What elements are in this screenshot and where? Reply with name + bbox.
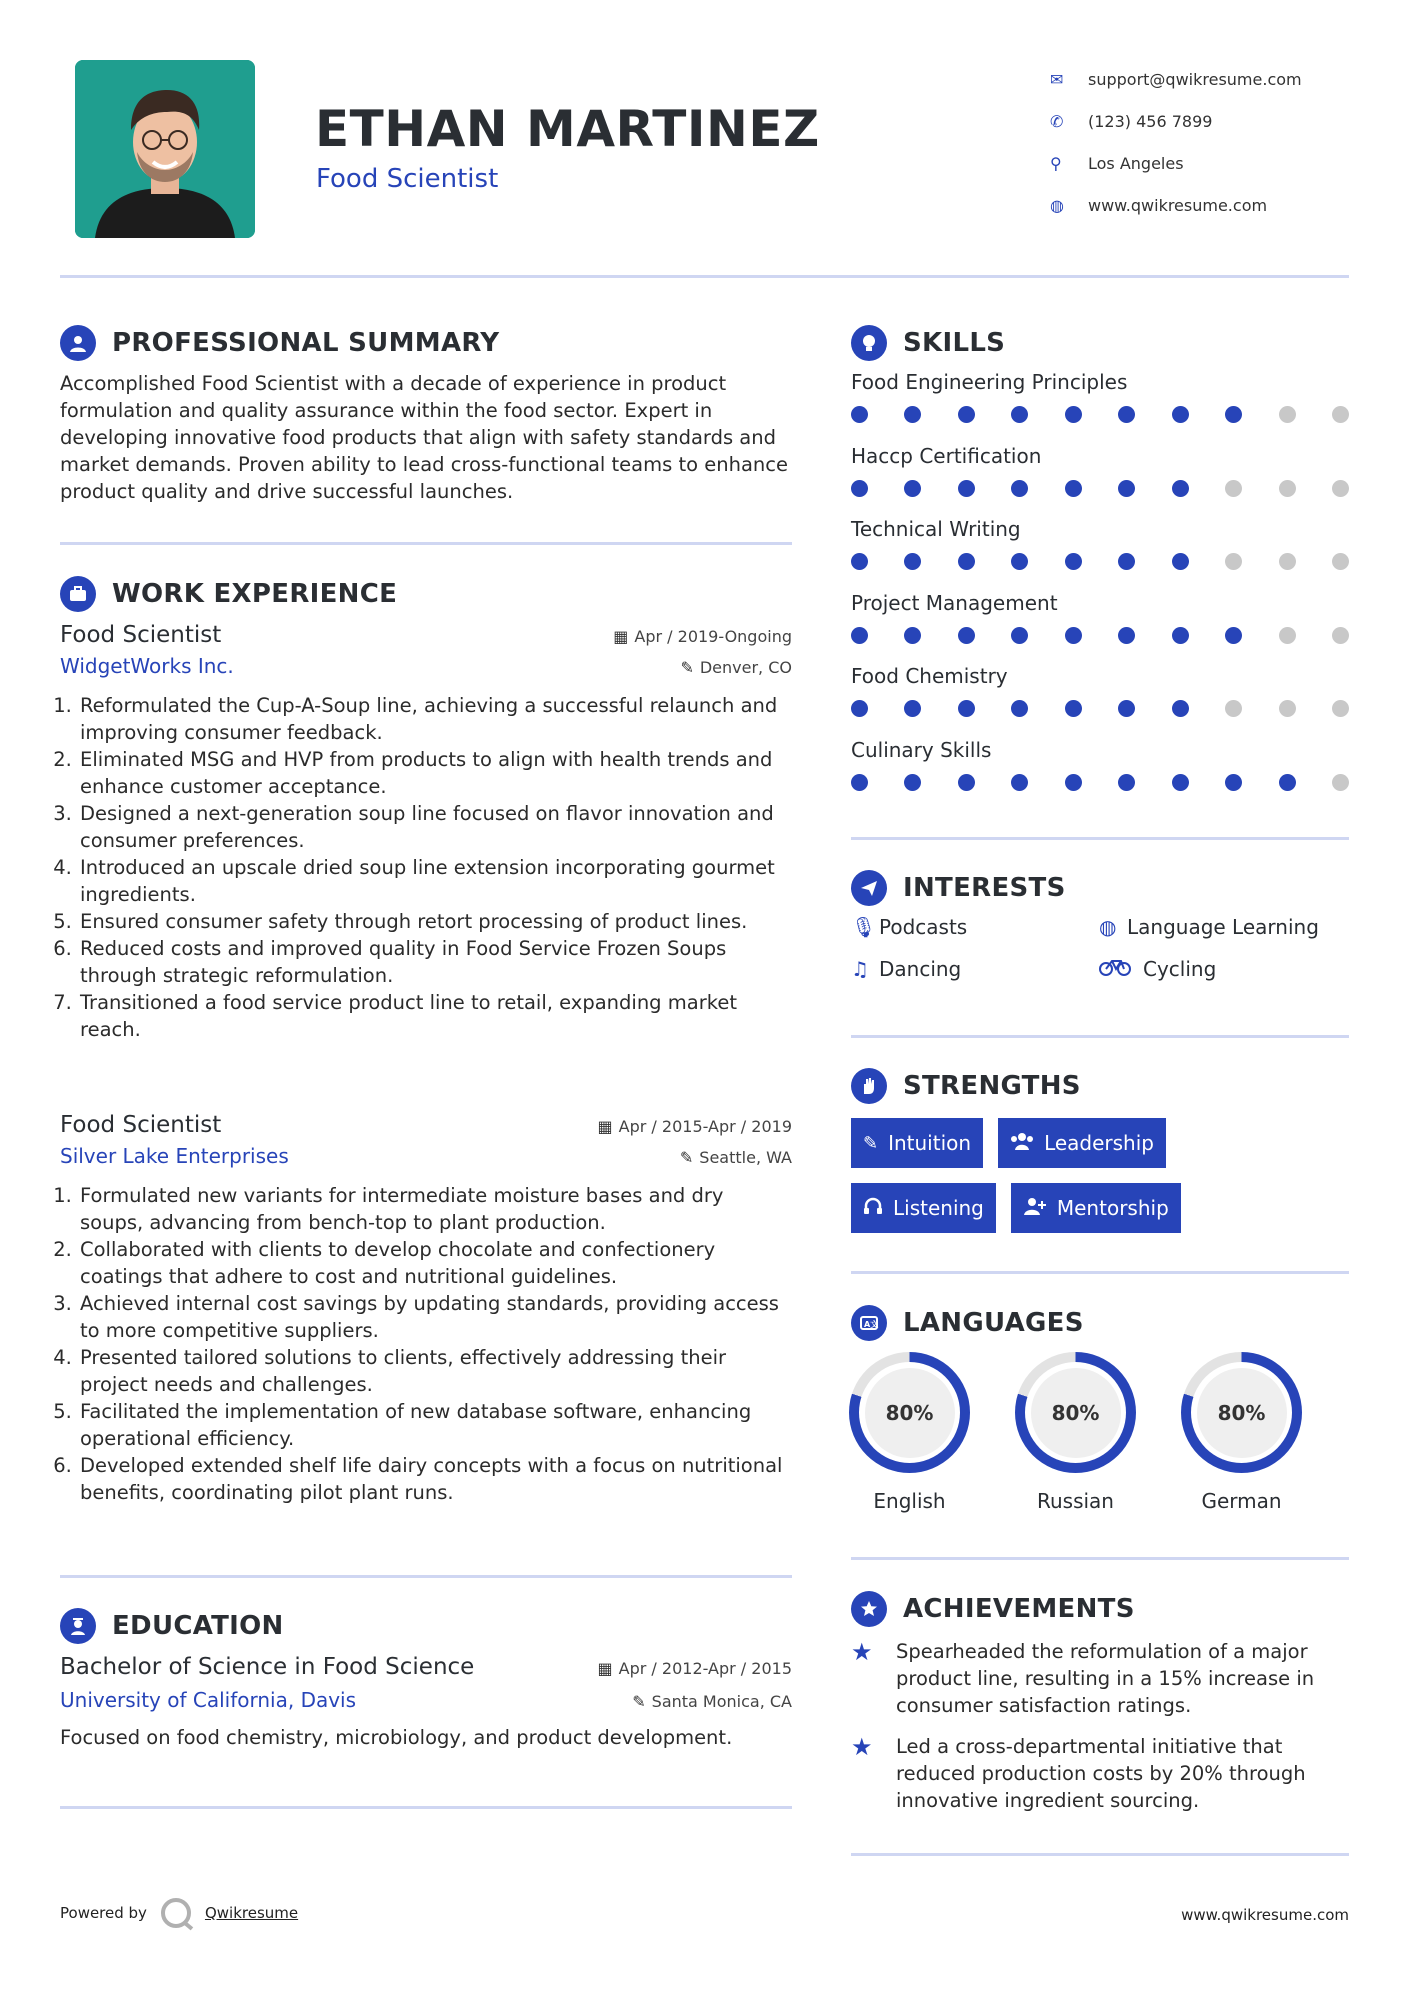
list-item: 6. Developed extended shelf life dairy concepts with a focus on nutritional benefits, coordinating pilot plant runs. (78, 1452, 792, 1506)
globe-icon: ◍ (1050, 195, 1064, 215)
paper-plane-icon (851, 870, 887, 906)
rating-dot-filled (851, 774, 868, 791)
rating-dot-filled (1279, 774, 1296, 791)
rating-dot-empty (1279, 406, 1296, 423)
rating-dot-filled (1065, 480, 1082, 497)
strength-chip (851, 1183, 996, 1233)
strengths-title: STRENGTHS (903, 1071, 1081, 1101)
qwikresume-logo-icon (161, 1898, 191, 1928)
headphones-icon (863, 1197, 883, 1220)
rating-dot-empty (1279, 480, 1296, 497)
rating-dot-filled (904, 406, 921, 423)
list-item: 7. Transitioned a food service product line to retail, expanding market reach. (78, 989, 792, 1043)
language-item (849, 1352, 970, 1513)
skill-rating (851, 627, 1349, 644)
strength-chip (998, 1118, 1166, 1168)
magic-wand-icon: ✎ (863, 1132, 879, 1154)
skill-rating (851, 406, 1349, 423)
interests-list (851, 915, 1351, 981)
rating-dot-filled (1118, 627, 1135, 644)
rating-dot-empty (1332, 480, 1349, 497)
skill-name: Food Chemistry (851, 664, 1008, 688)
language-percent: 80% (1031, 1368, 1121, 1458)
pushpin-icon: ✎ (680, 658, 694, 677)
envelope-icon: ✉ (1050, 69, 1064, 89)
work-heading (60, 576, 397, 612)
location-pin-icon: ⚲ (1050, 153, 1062, 173)
rating-dot-filled (958, 406, 975, 423)
svg-text:A文: A文 (864, 1320, 879, 1329)
rating-dot-filled (1172, 774, 1189, 791)
rating-dot-filled (958, 774, 975, 791)
job-dates-text: Apr / 2015-Apr / 2019 (618, 1117, 792, 1136)
language-ring (1015, 1352, 1136, 1473)
rating-dot-filled (1065, 774, 1082, 791)
profile-photo (75, 60, 255, 238)
language-name: English (873, 1489, 946, 1513)
summary-title: PROFESSIONAL SUMMARY (112, 328, 500, 358)
rating-dot-empty (1332, 553, 1349, 570)
contact-phone[interactable] (1050, 100, 1302, 142)
job-location-text: Denver, CO (699, 658, 792, 677)
interest-item (1099, 915, 1351, 939)
achievements-title: ACHIEVEMENTS (903, 1594, 1135, 1624)
rating-dot-filled (1011, 553, 1028, 570)
contact-location (1050, 142, 1302, 184)
interest-item (851, 957, 1099, 981)
candidate-name: ETHAN MARTINEZ (315, 100, 820, 158)
list-item: 2. Collaborated with clients to develop chocolate and confectionery coatings that adhere to cost and nutritional guidelines. (78, 1236, 792, 1290)
language-item (1015, 1352, 1136, 1513)
calendar-icon: ▦ (597, 1659, 613, 1678)
skill-item (851, 370, 1351, 444)
languages-list (849, 1352, 1302, 1513)
rating-dot-filled (904, 480, 921, 497)
rating-dot-empty (1279, 627, 1296, 644)
rating-dot-empty (1225, 700, 1242, 717)
list-item: 1. Reformulated the Cup-A-Soup line, achieving a successful relaunch and improving consumer feedback. (78, 692, 792, 746)
contact-website[interactable] (1050, 184, 1302, 226)
rating-dot-filled (1011, 627, 1028, 644)
hand-icon (851, 1068, 887, 1104)
strength-chip (1011, 1183, 1181, 1233)
strengths-divider (851, 1271, 1349, 1274)
pushpin-icon: ✎ (632, 1692, 646, 1711)
qwikresume-link[interactable]: Qwikresume (204, 1904, 299, 1922)
interest-label: Cycling (1143, 957, 1217, 981)
strength-chip (851, 1118, 983, 1168)
rating-dot-empty (1332, 774, 1349, 791)
work-divider (60, 1575, 792, 1578)
skill-name: Food Engineering Principles (851, 370, 1128, 394)
achievement-text: Led a cross-departmental initiative that reduced production costs by 20% through innovative ingredient sourcing. (896, 1735, 1306, 1812)
graduate-icon (60, 1608, 96, 1644)
interest-item (851, 915, 1099, 939)
rating-dot-filled (958, 700, 975, 717)
job-bullets (60, 1182, 792, 1506)
skill-item (851, 444, 1351, 518)
rating-dot-filled (1011, 406, 1028, 423)
language-ring (849, 1352, 970, 1473)
list-item: 3. Designed a next-generation soup line focused on flavor innovation and consumer preferences. (78, 800, 792, 854)
rating-dot-filled (1118, 700, 1135, 717)
skills-title: SKILLS (903, 328, 1006, 358)
job-dates (598, 1117, 792, 1136)
languages-title: LANGUAGES (903, 1308, 1084, 1338)
interest-label: Dancing (879, 957, 962, 981)
candidate-title: Food Scientist (316, 164, 499, 194)
school-name: University of California, Davis (60, 1688, 357, 1712)
rating-dot-filled (851, 406, 868, 423)
lightbulb-icon (851, 325, 887, 361)
skill-rating (851, 700, 1349, 717)
contact-phone-text: (123) 456 7899 (1088, 111, 1213, 131)
group-icon (1010, 1132, 1034, 1155)
rating-dot-filled (1118, 774, 1135, 791)
rating-dot-filled (904, 700, 921, 717)
phone-icon: ✆ (1050, 111, 1064, 131)
job-title: Food Scientist (60, 1112, 222, 1138)
education-description: Focused on food chemistry, microbiology, and product development. (60, 1726, 733, 1749)
skill-rating (851, 553, 1349, 570)
education-location (632, 1692, 792, 1711)
skill-name: Project Management (851, 590, 1058, 615)
rating-dot-empty (1279, 700, 1296, 717)
education-dates (598, 1659, 792, 1678)
user-icon (60, 325, 96, 361)
rating-dot-filled (1011, 774, 1028, 791)
rating-dot-filled (851, 700, 868, 717)
education-heading (60, 1608, 284, 1644)
pushpin-icon: ✎ (679, 1148, 694, 1167)
user-plus-icon (1023, 1197, 1047, 1220)
summary-heading (60, 325, 499, 361)
strength-label: Listening (893, 1196, 984, 1220)
language-name: German (1201, 1489, 1282, 1513)
list-item: 3. Achieved internal cost savings by updating standards, providing access to more competitive suppliers. (78, 1290, 792, 1344)
interests-divider (851, 1035, 1349, 1038)
language-icon (851, 1305, 887, 1341)
rating-dot-filled (1065, 627, 1082, 644)
skill-rating (851, 480, 1349, 497)
language-item (1181, 1352, 1302, 1513)
skills-heading (851, 325, 1005, 361)
contact-website-text: www.qwikresume.com (1088, 195, 1268, 215)
rating-dot-filled (904, 627, 921, 644)
footer-branding (60, 1898, 298, 1928)
music-note-icon: ♫ (851, 957, 869, 981)
job-company: Silver Lake Enterprises (60, 1144, 289, 1168)
rating-dot-filled (851, 553, 868, 570)
footer-website[interactable]: www.qwikresume.com (1181, 1906, 1349, 1924)
list-item: 4. Presented tailored solutions to clients, effectively addressing their project needs and challenges. (78, 1344, 792, 1398)
rating-dot-filled (1118, 553, 1135, 570)
skills-divider (851, 837, 1349, 840)
skill-item (851, 517, 1351, 591)
language-name: Russian (1036, 1489, 1114, 1513)
achievements-divider (851, 1853, 1349, 1856)
skill-name: Culinary Skills (851, 737, 992, 762)
rating-dot-filled (1225, 774, 1242, 791)
rating-dot-filled (1011, 700, 1028, 717)
bicycle-icon (1099, 957, 1143, 981)
star-badge-icon (851, 1591, 887, 1627)
interests-title: INTERESTS (903, 873, 1066, 903)
list-item: 5. Ensured consumer safety through retort processing of product lines. (78, 908, 792, 935)
globe-icon: ◍ (1099, 915, 1117, 939)
calendar-icon: ▦ (613, 627, 629, 646)
education-title: EDUCATION (112, 1611, 284, 1641)
languages-heading (851, 1305, 1084, 1341)
job-company: WidgetWorks Inc. (60, 654, 234, 678)
rating-dot-filled (1065, 553, 1082, 570)
summary-text: Accomplished Food Scientist with a decade of experience in product formulation and quality assurance within the food sector. Expert in developing innovative food products that align with safety standards and market demands. Proven ability to lead cross-functional teams to enhance product quality and drive successful launches. (60, 372, 789, 503)
powered-by-label: Powered by (60, 1904, 147, 1922)
interest-label: Podcasts (879, 915, 968, 939)
list-item: 1. Formulated new variants for intermediate moisture bases and dry soups, advancing from bench-top to plant production. (78, 1182, 792, 1236)
skill-name: Haccp Certification (851, 443, 1042, 468)
rating-dot-filled (958, 627, 975, 644)
education-dates-text: Apr / 2012-Apr / 2015 (618, 1659, 792, 1678)
job-title: Food Scientist (60, 622, 222, 648)
rating-dot-filled (1172, 406, 1189, 423)
job-location (680, 1148, 792, 1167)
language-ring (1181, 1352, 1302, 1473)
rating-dot-filled (958, 480, 975, 497)
language-percent: 80% (865, 1368, 955, 1458)
rating-dot-filled (1172, 627, 1189, 644)
rating-dot-filled (1065, 700, 1082, 717)
languages-divider (851, 1557, 1349, 1560)
job-entry (60, 622, 792, 1043)
header-divider (60, 275, 1349, 278)
rating-dot-empty (1225, 553, 1242, 570)
strength-label: Intuition (888, 1131, 972, 1155)
contact-location-text: Los Angeles (1088, 153, 1184, 173)
rating-dot-filled (1225, 406, 1242, 423)
summary-divider (60, 542, 792, 545)
job-bullets (60, 692, 792, 1043)
rating-dot-empty (1279, 553, 1296, 570)
job-dates-text: Apr / 2019-Ongoing (634, 627, 792, 646)
list-item: 4. Introduced an upscale dried soup line extension incorporating gourmet ingredients. (78, 854, 792, 908)
contact-email[interactable] (1050, 58, 1302, 100)
achievements-heading (851, 1591, 1135, 1627)
skill-item (851, 738, 1351, 812)
job-dates (613, 627, 792, 646)
list-item: 6. Reduced costs and improved quality in Food Service Frozen Soups through strategic reformulation. (78, 935, 792, 989)
rating-dot-filled (1065, 406, 1082, 423)
rating-dot-filled (1172, 480, 1189, 497)
rating-dot-empty (1225, 480, 1242, 497)
degree-title: Bachelor of Science in Food Science (60, 1654, 475, 1680)
interests-heading (851, 870, 1066, 906)
achievement-text: Spearheaded the reformulation of a major product line, resulting in a 15% increase in consumer satisfaction ratings. (896, 1640, 1315, 1717)
rating-dot-filled (958, 553, 975, 570)
skill-rating (851, 774, 1349, 791)
skill-item (851, 664, 1351, 738)
shooting-star-icon: ★ (851, 1733, 873, 1761)
strengths-list (851, 1118, 1371, 1248)
rating-dot-filled (851, 480, 868, 497)
work-title: WORK EXPERIENCE (112, 579, 398, 609)
job-location (680, 658, 792, 677)
microphone-icon: 🎙︎ (851, 915, 877, 939)
education-divider (60, 1806, 792, 1809)
rating-dot-filled (1118, 480, 1135, 497)
job-entry (60, 1112, 792, 1506)
strengths-heading (851, 1068, 1081, 1104)
rating-dot-filled (1172, 700, 1189, 717)
language-percent: 80% (1197, 1368, 1287, 1458)
education-entry (60, 1654, 792, 1751)
contact-list (1050, 58, 1302, 226)
rating-dot-filled (851, 627, 868, 644)
rating-dot-empty (1332, 627, 1349, 644)
rating-dot-filled (904, 553, 921, 570)
contact-email-text: support@qwikresume.com (1088, 69, 1302, 89)
rating-dot-filled (904, 774, 921, 791)
skills-list (851, 370, 1351, 811)
interest-label: Language Learning (1127, 915, 1319, 939)
strength-label: Leadership (1044, 1131, 1154, 1155)
achievement-item (851, 1733, 1351, 1814)
rating-dot-filled (1118, 406, 1135, 423)
education-location-text: Santa Monica, CA (651, 1692, 792, 1711)
list-item: 2. Eliminated MSG and HVP from products to align with health trends and enhance customer acceptance. (78, 746, 792, 800)
briefcase-icon (60, 576, 96, 612)
rating-dot-empty (1332, 700, 1349, 717)
rating-dot-filled (1225, 627, 1242, 644)
interest-item (1099, 957, 1351, 981)
strength-label: Mentorship (1056, 1196, 1169, 1220)
rating-dot-filled (1011, 480, 1028, 497)
rating-dot-empty (1332, 406, 1349, 423)
calendar-icon: ▦ (597, 1117, 613, 1136)
list-item: 5. Facilitated the implementation of new database software, enhancing operational efficiency. (78, 1398, 792, 1452)
skill-name: Technical Writing (851, 517, 1021, 541)
job-location-text: Seattle, WA (699, 1148, 792, 1167)
rating-dot-filled (1172, 553, 1189, 570)
achievement-item (851, 1638, 1351, 1719)
shooting-star-icon: ★ (851, 1638, 873, 1666)
skill-item (851, 591, 1351, 665)
